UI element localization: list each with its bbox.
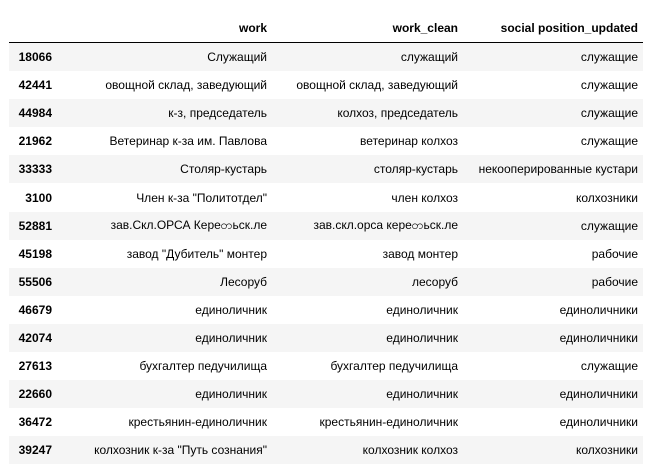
cell-work-clean: ветеринар колхоз	[360, 134, 458, 149]
cell-work: завод "Дубитель" монтер	[126, 246, 267, 261]
table-row	[9, 212, 643, 240]
row-index: 46679	[18, 302, 52, 317]
row-index: 22660	[18, 387, 52, 402]
table-row	[9, 408, 643, 436]
header-work-clean: work_clean	[272, 14, 463, 43]
cell-social-position: служащие	[580, 218, 638, 233]
table-row	[9, 183, 643, 211]
cell-social-position: некооперированные кустари	[478, 162, 638, 177]
table-body	[9, 43, 643, 465]
cell-work-clean: единоличник	[386, 330, 458, 345]
table-row	[9, 43, 643, 72]
cell-work: бухгалтер педучилища	[139, 359, 267, 374]
cell-work: Служащий	[207, 50, 267, 65]
table-row	[9, 324, 643, 352]
table-row	[9, 240, 643, 268]
cell-work-clean: крестьянин-единоличник	[319, 415, 458, 430]
table-row	[9, 155, 643, 183]
cell-work-clean: столяр-кустарь	[373, 162, 458, 177]
cell-work-clean: овощной склад, заведующий	[296, 78, 458, 93]
row-index: 45198	[18, 246, 52, 261]
cell-work: Член к-за "Политотдел"	[136, 190, 267, 205]
table-row	[9, 436, 643, 464]
cell-social-position: единоличники	[559, 302, 638, 317]
table-row	[9, 99, 643, 127]
header-index	[9, 14, 57, 43]
cell-social-position: служащие	[580, 50, 638, 65]
row-index: 21962	[18, 134, 52, 149]
cell-social-position: служащие	[580, 106, 638, 121]
cell-work-clean: колхозник колхоз	[362, 443, 458, 458]
row-index: 27613	[18, 359, 52, 374]
cell-work-clean: колхоз, председатель	[337, 106, 458, 121]
header-social-position: social position_updated	[463, 14, 643, 43]
cell-social-position: рабочие	[591, 274, 638, 289]
table-row	[9, 127, 643, 155]
cell-work-clean: единоличник	[386, 387, 458, 402]
row-index: 39247	[18, 443, 52, 458]
table-row	[9, 268, 643, 296]
cell-work: к-з, председатель	[168, 106, 267, 121]
cell-work: единоличник	[195, 302, 267, 317]
table-row	[9, 352, 643, 380]
cell-work: колхозник к-за "Путь сознания"	[94, 443, 267, 458]
cell-work: зав.Скл.ОРСА Кереတьск.ле	[110, 217, 267, 232]
cell-work-clean: служащий	[400, 50, 458, 65]
cell-work-clean: член колхоз	[391, 190, 458, 205]
cell-work: единоличник	[195, 387, 267, 402]
table-header	[9, 14, 643, 43]
row-index: 55506	[18, 274, 52, 289]
cell-social-position: единоличники	[559, 330, 638, 345]
cell-social-position: колхозники	[576, 443, 638, 458]
table-row	[9, 71, 643, 99]
header-work: work	[57, 14, 272, 43]
cell-work: Столяр-кустарь	[180, 162, 267, 177]
cell-work-clean: лесоруб	[411, 274, 458, 289]
cell-work: единоличник	[195, 330, 267, 345]
row-index: 44984	[18, 106, 52, 121]
cell-social-position: единоличники	[559, 415, 638, 430]
cell-work: Ветеринар к-за им. Павлова	[109, 134, 267, 149]
cell-social-position: служащие	[580, 134, 638, 149]
row-index: 18066	[18, 50, 52, 65]
cell-social-position: служащие	[580, 78, 638, 93]
cell-work: овощной склад, заведующий	[105, 78, 267, 93]
table-row	[9, 380, 643, 408]
cell-work: крестьянин-единоличник	[128, 415, 267, 430]
row-index: 52881	[18, 218, 52, 233]
row-index: 36472	[18, 415, 52, 430]
table-row	[9, 296, 643, 324]
cell-social-position: рабочие	[591, 246, 638, 261]
row-index: 42441	[18, 78, 52, 93]
cell-work-clean: зав.скл.орса кереတьск.ле	[313, 217, 458, 232]
row-index: 42074	[18, 330, 52, 345]
cell-work-clean: бухгалтер педучилища	[330, 359, 458, 374]
cell-work-clean: единоличник	[386, 302, 458, 317]
row-index: 33333	[18, 162, 52, 177]
cell-social-position: единоличники	[559, 387, 638, 402]
cell-work-clean: завод монтер	[382, 246, 458, 261]
cell-social-position: колхозники	[576, 190, 638, 205]
dataframe-table	[9, 14, 643, 464]
cell-social-position: служащие	[580, 359, 638, 374]
row-index: 3100	[25, 190, 52, 205]
header-row	[9, 14, 643, 43]
cell-work: Лесоруб	[220, 274, 267, 289]
